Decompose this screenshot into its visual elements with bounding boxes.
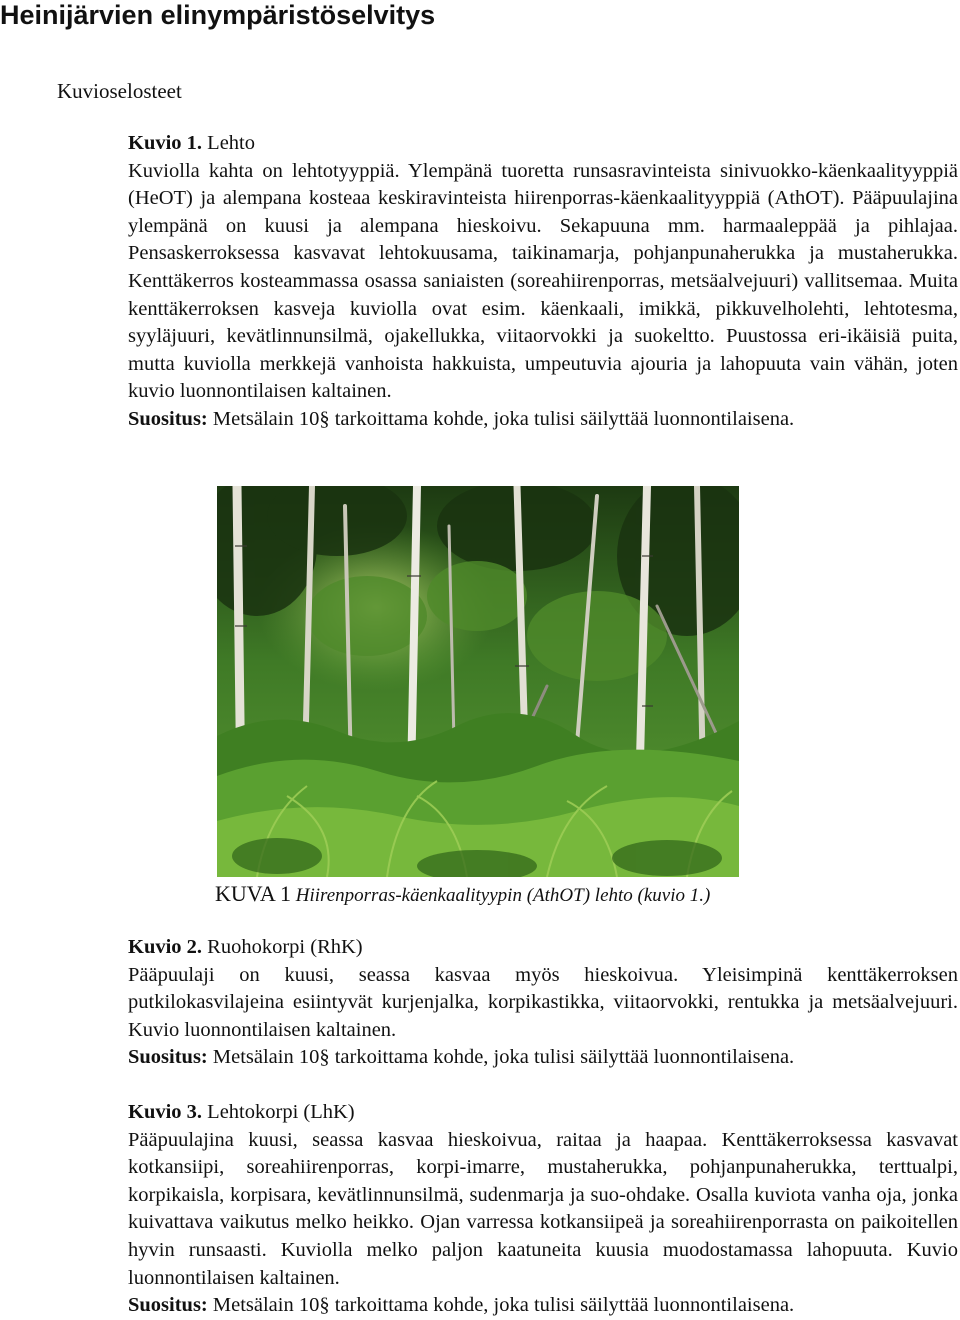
kuvio-3-section — [128, 1099, 958, 1320]
kuvio-1-section — [128, 130, 958, 434]
figure-caption-text: Hiirenporras-käenkaalityypin (AthOT) lehto (kuvio 1.) — [291, 885, 711, 906]
kuvio-1-recommendation — [128, 406, 958, 434]
kuvio-1-rec-text: Metsälain 10§ tarkoittama kohde, joka tulisi säilyttää luonnontilaisena. — [207, 407, 795, 430]
forest-photo-illustration — [217, 486, 739, 877]
kuvio-3-type: Lehtokorpi (LhK) — [202, 1101, 355, 1123]
kuvio-2-rec-label: Suositus: — [128, 1046, 208, 1069]
kuvio-3-heading — [128, 1099, 958, 1127]
kuvio-2-number: Kuvio 2. — [128, 936, 203, 958]
kuvio-1-rec-label: Suositus: — [128, 407, 208, 430]
kuvio-2-type: Ruohokorpi (RhK) — [202, 936, 363, 958]
forest-photo — [217, 486, 739, 877]
page-title: Heinijärvien elinympäristöselvitys — [0, 0, 436, 30]
kuvio-2-section — [128, 934, 958, 1072]
kuvio-3-body: Pääpuulajina kuusi, seassa kasvaa hieskoivua, raitaa ja haapaa. Kenttäkerroksessa kasvavat kotkansiipi, soreahiirenporras, korpi-imarre, mustaherukka, pohjanpunaherukka, terttualpi, korpikaisla, korpisara, kevätlinnunsilmä, sudenmarja ja suo-ohdake. Osalla kuviota vanha oja, jonka kuivattava vaikutus melko heikko. Ojan varressa kotkansiipeä ja soreahiirenporrasta on paikoitellen hyvin runsaasti. Kuviolla melko paljon kaatuneita kuusia muodostamassa lahopuuta. Kuvio luonnontilaisen kaltainen. — [128, 1128, 958, 1289]
kuvio-3-recommendation — [128, 1292, 958, 1320]
figure-caption — [215, 880, 710, 910]
kuvio-1-body: Kuviolla kahta on lehtotyyppiä. Ylempänä tuoretta runsasravinteista sinivuokko-käenkaalityyppiä (HeOT) ja alempana kosteaa keskiravinteista hiirenporras-käenkaalityyppiä (AthOT). Pääpuulajina ylempänä on kuusi ja alempana hieskoivu. Sekapuuna mm. harmaaleppää ja pihlajaa. Pensaskerroksessa kasvavat lehtokuusama, taikinamarja, pohjanpunaherukka ja mustaherukka. Kenttäkerros kosteammassa osassa saniaisten (soreahiirenporras, metsäalvejuuri) vallitsemaa. Muita kenttäkerroksen kasveja kuviolla ovat esim. käenkaali, imikkä, pikkuvelholehti, lehtotesma, syyläjuuri, kevätlinnunsilmä, ojakellukka, viitaorvokki ja suokeltto. Puustossa eri-ikäisiä puita, mutta kuviolla merkkejä vanhoista hakkuista, umpeutuvia ajouria ja lahopuuta vain vähän, joten kuvio luonnontilaisen kaltainen. — [128, 159, 958, 403]
kuvio-1-number: Kuvio 1. — [128, 132, 203, 154]
kuvio-3-rec-text: Metsälain 10§ tarkoittama kohde, joka tulisi säilyttää luonnontilaisena. — [207, 1294, 795, 1317]
kuvio-2-rec-text: Metsälain 10§ tarkoittama kohde, joka tulisi säilyttää luonnontilaisena. — [207, 1046, 795, 1069]
figure-label: KUVA 1 — [215, 881, 292, 906]
kuvio-1-type: Lehto — [202, 132, 255, 154]
section-subtitle: Kuvioselosteet — [57, 79, 182, 103]
kuvio-1-heading — [128, 130, 958, 158]
kuvio-2-heading — [128, 934, 958, 962]
kuvio-3-number: Kuvio 3. — [128, 1101, 203, 1123]
kuvio-3-rec-label: Suositus: — [128, 1294, 208, 1317]
kuvio-2-body: Pääpuulaji on kuusi, seassa kasvaa myös hieskoivua. Yleisimpinä kenttäkerroksen putkilokasvilajeina esiintyvät kurjenjalka, korpikastikka, viitaorvokki, rentukka ja metsäalvejuuri. Kuvio luonnontilaisen kaltainen. — [128, 963, 958, 1041]
kuvio-2-recommendation — [128, 1044, 958, 1072]
